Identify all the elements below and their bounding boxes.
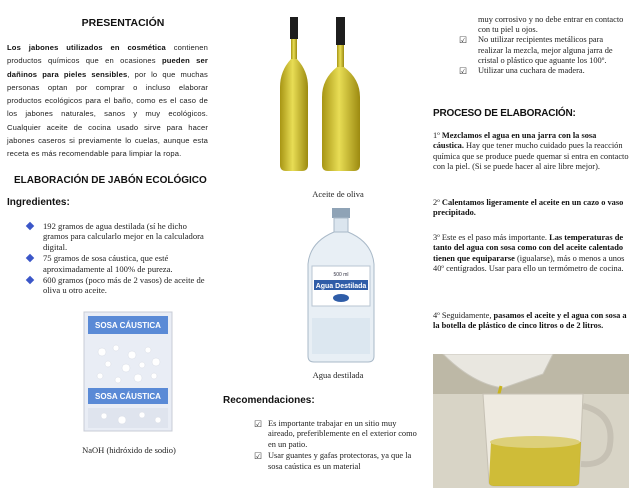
water-volume-label: 500 ml [333,272,349,278]
intro-text-2: , por lo que muchas personas optan por comprar o incluso elaborar productos ecológicos para el baño, como es el caso de los jabones naturales, sanos y muy ecológicos. Cualquier aceite de cocina usado sirve para hacer jabones caseros si previamente lo cuelas, aunque esta receta es más recomendable para limpiar la ropa. [7,69,208,159]
ingredient-text: 600 gramos (poco más de 2 vasos) de aceite de oliva u otro aceite. [43,275,205,296]
recommendations-title: Recomendaciones: [223,395,315,406]
step1-bold: Mezclamos el agua en una jarra con la sosa cáustica. [433,131,597,151]
step3-bold: Las temperaturas de tanto del agua con sosa como con del aceite calentado tienen que equipararse [433,233,624,263]
step1-rest: Hay que tener mucho cuidado pues la reacción química que se produce puede quemar si entra en contacto con la piel. (Si se puede hacer al aire libre mejor). [433,141,629,172]
step1-prefix: 1º [433,131,442,140]
ingredient-item [27,275,212,296]
recommendation-text: Usar guantes y gafas protectoras, ya que la sosa caústica es un material [268,451,412,471]
olive-oil-caption: Aceite de oliva [312,189,364,199]
process-title: PROCESO DE ELABORACIÓN: [433,108,576,119]
soda-label-top: SOSA CÁUSTICA [95,321,161,330]
step4-bold: pasamos el aceite y el agua con sosa a la botella de plástico de cinco litros o de 2 litros. [433,311,627,331]
soda-label-bottom: SOSA CÁUSTICA [95,392,161,401]
ingredient-text: 75 gramos de sosa cáustica, que esté aproximadamente al 100% de pureza. [43,253,173,274]
caustic-soda-bag-image [82,310,174,433]
recommendation-text: muy corrosivo y no debe entrar en contacto con tu piel u ojos. [478,15,624,35]
diamond-bullet-icon [26,276,34,284]
olive-oil-bottles-image [262,15,382,175]
recommendation-text: No utilizar recipientes metálicos para realizar la mezcla, mejor alguna jarra de cristal o plástico que aguante los 100º. [478,35,613,65]
checkbox-checked-icon: ☑ [459,35,468,46]
ingredient-text: 192 gramos de agua destilada (sí he dicho gramos para calcularlo mejor en la calculadora digital. [43,221,204,252]
recommendation-item [254,451,424,472]
process-step-4 [433,311,629,332]
ingredient-item [27,221,212,252]
recommendation-continued-item [460,35,630,66]
recommendations-list [254,419,424,473]
recommendation-text: Utilizar una cuchara de madera. [478,66,585,76]
process-step-3 [433,233,629,275]
process-step-1 [433,131,629,173]
step4-prefix: 4º Seguidamente, [433,311,494,320]
checkbox-checked-icon: ☑ [459,66,468,77]
soda-caption: NaOH (hidróxido de sodio) [82,445,176,455]
step2-prefix: 2º [433,198,442,207]
intro-bold-2: pueden ser dañinos para pieles sensibles [7,56,208,79]
pouring-oil-jug-image [433,354,629,488]
recommendation-text: Es importante trabajar en un sitio muy aireado, preferiblemente en el exterior como en un patio. [268,419,417,449]
step3-prefix: 3º Este es el paso más importante. [433,233,550,242]
intro-text-1: contienen productos químicos que en ocasiones [7,43,208,66]
step2-bold: Calentamos ligeramente el aceite en un cazo o vaso precipitado. [433,198,624,218]
diamond-bullet-icon [26,222,34,230]
diamond-bullet-icon [26,254,34,262]
recommendations-continued-list [460,15,630,76]
heading-elaboracion: ELABORACIÓN DE JABÓN ECOLÓGICO [14,175,207,186]
distilled-water-caption: Agua destilada [312,370,364,380]
checkbox-checked-icon: ☑ [254,451,263,462]
recommendation-item [254,419,424,450]
water-bottle-label: Agua Destilada [315,283,367,290]
intro-bold-1: Los jabones utilizados en cosmética [7,43,166,52]
recommendation-continued-item [460,66,630,76]
ingredients-list [27,221,212,297]
process-step-2 [433,198,629,219]
section-title-presentacion: PRESENTACIÓN [81,17,165,29]
ingredients-title: Ingredientes: [7,197,70,208]
distilled-water-bottle-image [296,206,386,364]
recommendation-continued-item [460,15,630,35]
step3-rest: (igualarse), más o menos a unos 40º centígrados. Usar para ello un termómetro de cocina. [433,253,625,274]
ingredient-item [27,253,212,274]
checkbox-checked-icon: ☑ [254,419,263,429]
intro-paragraph [7,41,208,161]
